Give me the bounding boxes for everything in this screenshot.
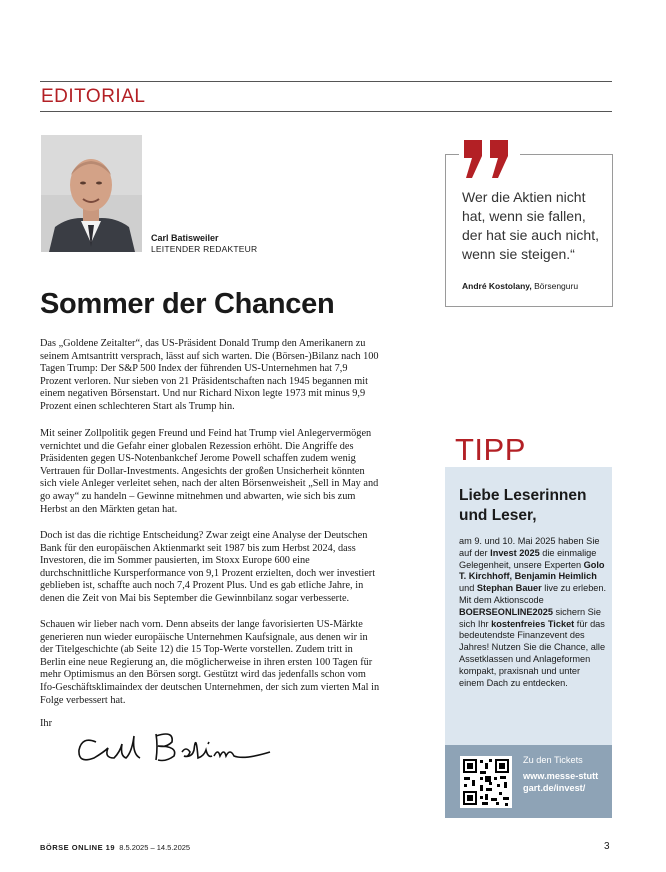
- tipp-text-part: sichern Sie sich Ihr: [459, 606, 601, 629]
- tipp-title: TIPP: [455, 432, 526, 467]
- page-number: 3: [604, 841, 610, 852]
- quote-marks-icon: [462, 140, 514, 183]
- quote-text: Wer die Aktien nicht hat, wenn sie fallen, der hat sie auch nicht, wenn sie steigen.“: [462, 189, 599, 262]
- body-paragraph-1: [40, 338, 380, 414]
- qr-code-icon[interactable]: [460, 756, 512, 808]
- tipp-text-part: die einmalige Gelegenheit, unsere Experten: [459, 547, 597, 570]
- paragraph-text: Schauen wir lieber nach vorn. Denn abseits der lange favorisierten US-Märkte generieren nun wieder europäische Unternehmen Kaufsignale, aus denen wir in der Titelgeschichte (ab Seite 12) die 15 Top-Werte vorstellen. Zudem tritt in Berlin eine neue Regierung an, die möglicherweise in ihren ersten 100 Tagen für mehr Optimismus an den Börsen sorgt. Gestützt wird das jedenfalls schon vom Ifo-Geschäftsklimaindex der deutschen Unternehmen, der sich zum vierten Mal in Folge verbessert hat.: [40, 619, 380, 706]
- tipp-text-part: für das bedeutendste Finanzevent des Jahres! Nutzen Sie die Chance, alle Assetklassen und Anlageformen kompakt, praxisnah und unter einem Dach zu entdecken.: [459, 618, 606, 688]
- body-paragraph-3: [40, 530, 380, 606]
- tipp-experts: Golo T. Kirchhoff, Benjamin Heimlich: [459, 559, 605, 582]
- publication-name: BÖRSE ONLINE 19: [40, 843, 116, 852]
- tipp-text: [459, 536, 607, 689]
- signature: [74, 722, 274, 773]
- author-name: Carl Batisweiler: [151, 233, 219, 243]
- tipp-expert: Stephan Bauer: [476, 583, 542, 594]
- quote-author: [462, 281, 578, 291]
- quote-box-top-left: [445, 154, 459, 155]
- paragraph-text: Das „Goldene Zeitalter“, das US-Präsident Donald Trump den Amerikanern zu seinem Amtsantritt versprach, lässt auf sich warten. Die (Börsen-)Bilanz nach 100 Tagen Trump: Der S&P 500 Index der führenden US-Unternehmen hat 7,9 Prozent verloren. Nur sieben von 21 Präsidentschaften nach 1945 begannen mit einem negativen Börsenstart. Und nur Richard Nixon legte 1973 mit minus 9,9 Prozent einen schlechteren Start als Trump hin.: [40, 338, 379, 412]
- closing-text: Ihr: [40, 718, 53, 729]
- body-paragraph-4: [40, 619, 380, 707]
- quote-author-name: André Kostolany,: [462, 281, 532, 291]
- tipp-event-name: Invest 2025: [490, 547, 540, 558]
- quote-author-title: Börsenguru: [534, 281, 579, 291]
- tipp-free-ticket: kostenfreies Ticket: [491, 618, 575, 629]
- author-photo: [41, 135, 142, 252]
- top-rule: [40, 81, 612, 82]
- tipp-text-part: am 9. und 10. Mai 2025 haben Sie auf der: [459, 536, 600, 558]
- paragraph-text: Mit seiner Zollpolitik gegen Freund und Feind hat Trump viel Anlegervermögen vernichtet und die Gefahr einer globalen Rezession erhöht. Die Angriffe des Präsidenten gegen US-Notenbankchef Jerome Powell schaffen zudem wenig Vertrauen für Dollar-Investments. Angesichts der großen Unsicherheit könnten sich viele Anleger verleitet sehen, nach der alten Börsenweisheit „Sell in May and go away“ zu handeln – Gewinne mitnehmen und abwarten, wie sich bis zum Herbst an den Märkten getan hat.: [40, 428, 379, 515]
- footer-publication: [40, 843, 190, 852]
- issue-dates: 8.5.2025 – 14.5.2025: [119, 843, 191, 852]
- headline: Sommer der Chancen: [40, 288, 335, 320]
- section-title: EDITORIAL: [41, 86, 146, 107]
- ticket-link[interactable]: www.messe-stuttgart.de/invest/: [523, 771, 599, 793]
- paragraph-text: Doch ist das die richtige Entscheidung? Zwar zeigt eine Analyse der Deutschen Bank für den europäischen Aktienmarkt seit 1987 bis zum Herbst 2024, dass Investoren, die im Sommer pausierten, im Stoxx Europe 600 eine durchschnittliche Kursperformance von 9,1 Prozent erzielten, doch wer investiert geblieben ist, schaffte auch noch 7,4 Prozent Plus. Und es gab etliche Jahre, in denen die Zeit von Mai bis September die Gewinnbilanz sogar verbesserte.: [40, 530, 376, 604]
- tipp-text-part: live zu erleben. Mit dem Aktionscode: [459, 583, 607, 605]
- author-role: LEITENDER REDAKTEUR: [151, 244, 258, 254]
- ticket-label: Zu den Tickets: [523, 755, 583, 765]
- tipp-promo-code: BOERSEONLINE2025: [459, 606, 553, 617]
- quote-box-top-right: [520, 154, 612, 155]
- body-paragraph-2: [40, 428, 380, 516]
- section-rule: [40, 111, 612, 112]
- tipp-heading: Liebe Leserinnen und Leser,: [459, 487, 587, 524]
- tipp-text-part: und: [459, 583, 477, 594]
